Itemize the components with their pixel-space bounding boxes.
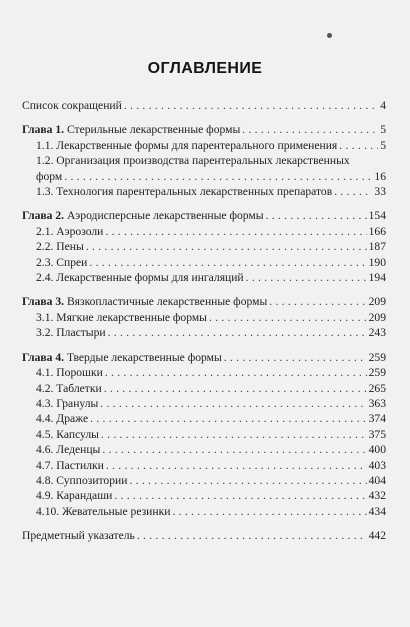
dot-leader [224,350,367,365]
chapter-title: Аэродисперсные лекарственные формы [66,209,264,223]
dot-leader [266,208,367,223]
toc-section: 4.10. Жевательные резинки . . . 434 [22,504,386,519]
toc-chapter-1 [22,122,386,137]
toc-chapter-3 [22,294,386,309]
toc-section: 4.4. Драже . . . 374 [22,411,386,426]
toc-section: 2.1. Аэрозоли . . . 166 [22,224,386,239]
dot-leader [106,458,367,473]
dot-leader [114,488,366,503]
toc-section: 4.6. Леденцы . . . 400 [22,442,386,457]
toc-section: 4.7. Пастилки . . . 403 [22,458,386,473]
page-title: ОГЛАВЛЕНИЕ [147,60,263,77]
toc-chapter-2 [22,208,386,223]
dot-leader [334,184,372,199]
toc-section: 4.8. Суппозитории . . . 404 [22,473,386,488]
toc-entry-label: Предметный указатель [22,529,135,543]
dot-leader [129,473,366,488]
toc-entry-page: 209 [368,295,386,309]
page-mark [327,33,332,38]
chapter-title: Стерильные лекарственные формы [66,123,241,137]
dot-leader [64,169,372,184]
toc-entry-page: 154 [368,209,386,223]
dot-leader [104,381,367,396]
toc-section: 4.5. Капсулы . . . 375 [22,427,386,442]
toc-entry-index [22,528,386,543]
chapter-title: Твердые лекарственные формы [66,350,222,364]
dot-leader [339,138,378,153]
dot-leader [108,325,367,340]
toc-section: 1.2. Организация производства парентеральных лекарственных [36,154,350,168]
dot-leader [269,294,366,309]
dot-leader [86,239,367,254]
dot-leader [90,411,366,426]
dot-leader [100,396,366,411]
dot-leader [172,504,366,519]
toc-section: 3.2. Пластыри . . . 243 [22,325,386,340]
dot-leader [246,270,367,285]
toc-section: 2.4. Лекарственные формы для ингаляций . . . 194 [22,270,386,285]
chapter-number: Глава 3. [22,295,65,309]
toc-entry-page: 259 [368,350,386,364]
chapter-number: Глава 2. [22,209,65,223]
table-of-contents [22,98,386,544]
dot-leader [242,122,378,137]
toc-entry-page: 442 [368,529,386,543]
toc-section: 4.2. Таблетки . . . 265 [22,381,386,396]
toc-section: 1.3. Технология парентеральных лекарственных препаратов . . . 33 [22,184,386,199]
toc-section: 2.2. Пены . . . 187 [22,239,386,254]
toc-entry-page: 4 [380,99,386,112]
dot-leader [101,427,367,442]
dot-leader [124,98,378,113]
toc-section: 3.1. Мягкие лекарственные формы . . . 209 [22,310,386,325]
toc-entry-label: Список сокращений [22,99,122,112]
toc-entry-abbreviations [22,98,386,113]
toc-section: 4.9. Карандаши . . . 432 [22,488,386,503]
chapter-number: Глава 1. [22,123,65,137]
chapter-number: Глава 4. [22,350,65,364]
dot-leader [89,255,366,270]
toc-entry-page: 5 [380,123,386,137]
dot-leader [209,310,367,325]
toc-section: 1.1. Лекарственные формы для парентерального применения . . . 5 [22,138,386,153]
dot-leader [105,365,367,380]
toc-chapter-4 [22,350,386,365]
toc-section: 4.3. Гранулы . . . 363 [22,396,386,411]
chapter-title: Вязкопластичные лекарственные формы [66,295,268,309]
toc-section-continuation: форм . . . 16 [22,169,386,184]
toc-section: 4.1. Порошки . . . 259 [22,365,386,380]
dot-leader [137,528,367,543]
dot-leader [105,224,366,239]
toc-section: 2.3. Спреи . . . 190 [22,255,386,270]
dot-leader [102,442,366,457]
